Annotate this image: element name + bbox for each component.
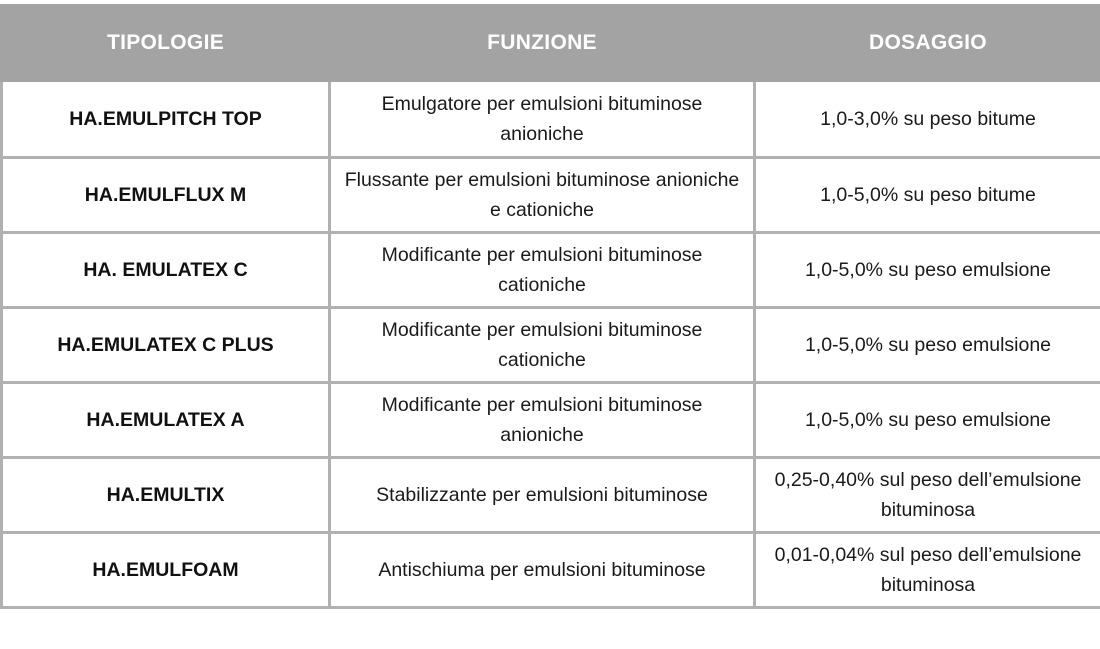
cell-funzione: Emulgatore per emulsioni bituminose anioniche [330,82,755,157]
table-row [2,457,1100,532]
cell-tipologia: HA.EMULATEX A [2,382,330,457]
header-row [2,4,1100,82]
table-row [2,382,1100,457]
cell-funzione: Modificante per emulsioni bituminose cationiche [330,307,755,382]
cell-funzione: Flussante per emulsioni bituminose anioniche e cationiche [330,157,755,232]
table-row [2,82,1100,157]
cell-dosaggio: 0,25-0,40% sul peso dell’emulsione bituminosa [755,457,1100,532]
cell-funzione: Stabilizzante per emulsioni bituminose [330,457,755,532]
cell-tipologia: HA. EMULATEX C [2,232,330,307]
cell-tipologia: HA.EMULFOAM [2,532,330,607]
table-row [2,532,1100,607]
cell-dosaggio: 1,0-5,0% su peso emulsione [755,307,1100,382]
header-tipologie: TIPOLOGIE [2,4,330,82]
cell-tipologia: HA.EMULPITCH TOP [2,82,330,157]
table-header [2,4,1100,82]
header-dosaggio: DOSAGGIO [755,4,1100,82]
cell-dosaggio: 1,0-5,0% su peso bitume [755,157,1100,232]
table-row [2,157,1100,232]
header-funzione: FUNZIONE [330,4,755,82]
table-body [2,82,1100,607]
cell-funzione: Modificante per emulsioni bituminose anioniche [330,382,755,457]
cell-dosaggio: 1,0-5,0% su peso emulsione [755,382,1100,457]
cell-tipologia: HA.EMULFLUX M [2,157,330,232]
cell-tipologia: HA.EMULATEX C PLUS [2,307,330,382]
cell-funzione: Antischiuma per emulsioni bituminose [330,532,755,607]
product-table [0,4,1100,609]
cell-dosaggio: 1,0-5,0% su peso emulsione [755,232,1100,307]
cell-tipologia: HA.EMULTIX [2,457,330,532]
table-row [2,307,1100,382]
cell-funzione: Modificante per emulsioni bituminose cationiche [330,232,755,307]
cell-dosaggio: 0,01-0,04% sul peso dell’emulsione bituminosa [755,532,1100,607]
table-row [2,232,1100,307]
cell-dosaggio: 1,0-3,0% su peso bitume [755,82,1100,157]
